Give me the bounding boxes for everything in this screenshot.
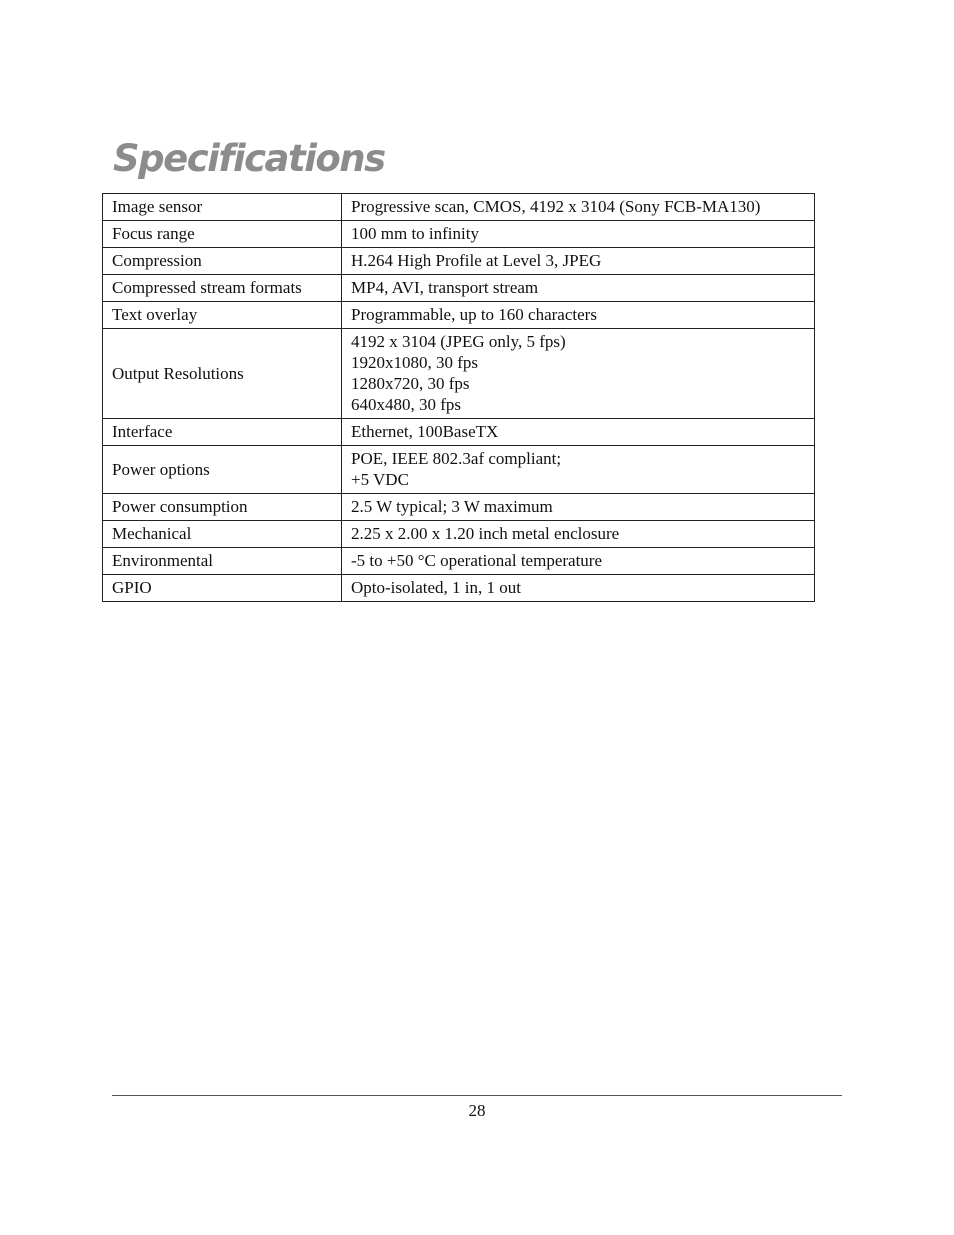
spec-value: [342, 302, 815, 329]
spec-label: GPIO: [103, 575, 342, 602]
page-title: Specifications: [113, 137, 385, 180]
spec-value-line: 1920x1080, 30 fps: [351, 353, 479, 372]
spec-value: [342, 194, 815, 221]
spec-value: [342, 329, 815, 419]
table-row: [103, 248, 815, 275]
table-row: [103, 494, 815, 521]
spec-value: [342, 248, 815, 275]
spec-value: [342, 419, 815, 446]
spec-value-line: Progressive scan, CMOS, 4192 x 3104 (Sony FCB-MA130): [351, 197, 761, 216]
spec-value-line: 4192 x 3104 (JPEG only, 5 fps): [351, 332, 566, 351]
spec-label: Power consumption: [103, 494, 342, 521]
spec-label: Interface: [103, 419, 342, 446]
spec-value: [342, 494, 815, 521]
page-number: 28: [468, 1101, 486, 1120]
spec-label: Mechanical: [103, 521, 342, 548]
table-row: [103, 275, 815, 302]
spec-value: [342, 548, 815, 575]
spec-value-line: 640x480, 30 fps: [351, 395, 462, 414]
spec-label: Compression: [103, 248, 342, 275]
table-row: [103, 548, 815, 575]
spec-value-line: +5 VDC: [351, 470, 409, 489]
spec-value: [342, 275, 815, 302]
spec-value: [342, 446, 815, 494]
spec-value-line: 1280x720, 30 fps: [351, 374, 470, 393]
spec-value-line: POE, IEEE 802.3af compliant;: [351, 449, 562, 468]
spec-value-line: H.264 High Profile at Level 3, JPEG: [351, 251, 602, 270]
table-row: [103, 446, 815, 494]
table-row: [103, 194, 815, 221]
spec-value-line: Opto-isolated, 1 in, 1 out: [351, 578, 521, 597]
spec-value-line: Ethernet, 100BaseTX: [351, 422, 499, 441]
spec-label: Text overlay: [103, 302, 342, 329]
spec-value-line: -5 to +50 °C operational temperature: [351, 551, 602, 570]
spec-value-line: 2.5 W typical; 3 W maximum: [351, 497, 553, 516]
footer-divider: [112, 1095, 842, 1096]
spec-value: [342, 575, 815, 602]
table-row: [103, 419, 815, 446]
spec-value-line: MP4, AVI, transport stream: [351, 278, 539, 297]
spec-label: Output Resolutions: [103, 329, 342, 419]
specifications-table: [102, 193, 815, 602]
spec-label: Image sensor: [103, 194, 342, 221]
spec-label: Focus range: [103, 221, 342, 248]
table-row: [103, 302, 815, 329]
spec-value-line: 100 mm to infinity: [351, 224, 479, 243]
spec-value: [342, 221, 815, 248]
spec-value-line: 2.25 x 2.00 x 1.20 inch metal enclosure: [351, 524, 620, 543]
spec-value-line: Programmable, up to 160 characters: [351, 305, 597, 324]
spec-value: [342, 521, 815, 548]
spec-label: Power options: [103, 446, 342, 494]
spec-label: Environmental: [103, 548, 342, 575]
table-row: [103, 521, 815, 548]
table-row: [103, 575, 815, 602]
table-row: [103, 221, 815, 248]
table-row: [103, 329, 815, 419]
spec-label: Compressed stream formats: [103, 275, 342, 302]
